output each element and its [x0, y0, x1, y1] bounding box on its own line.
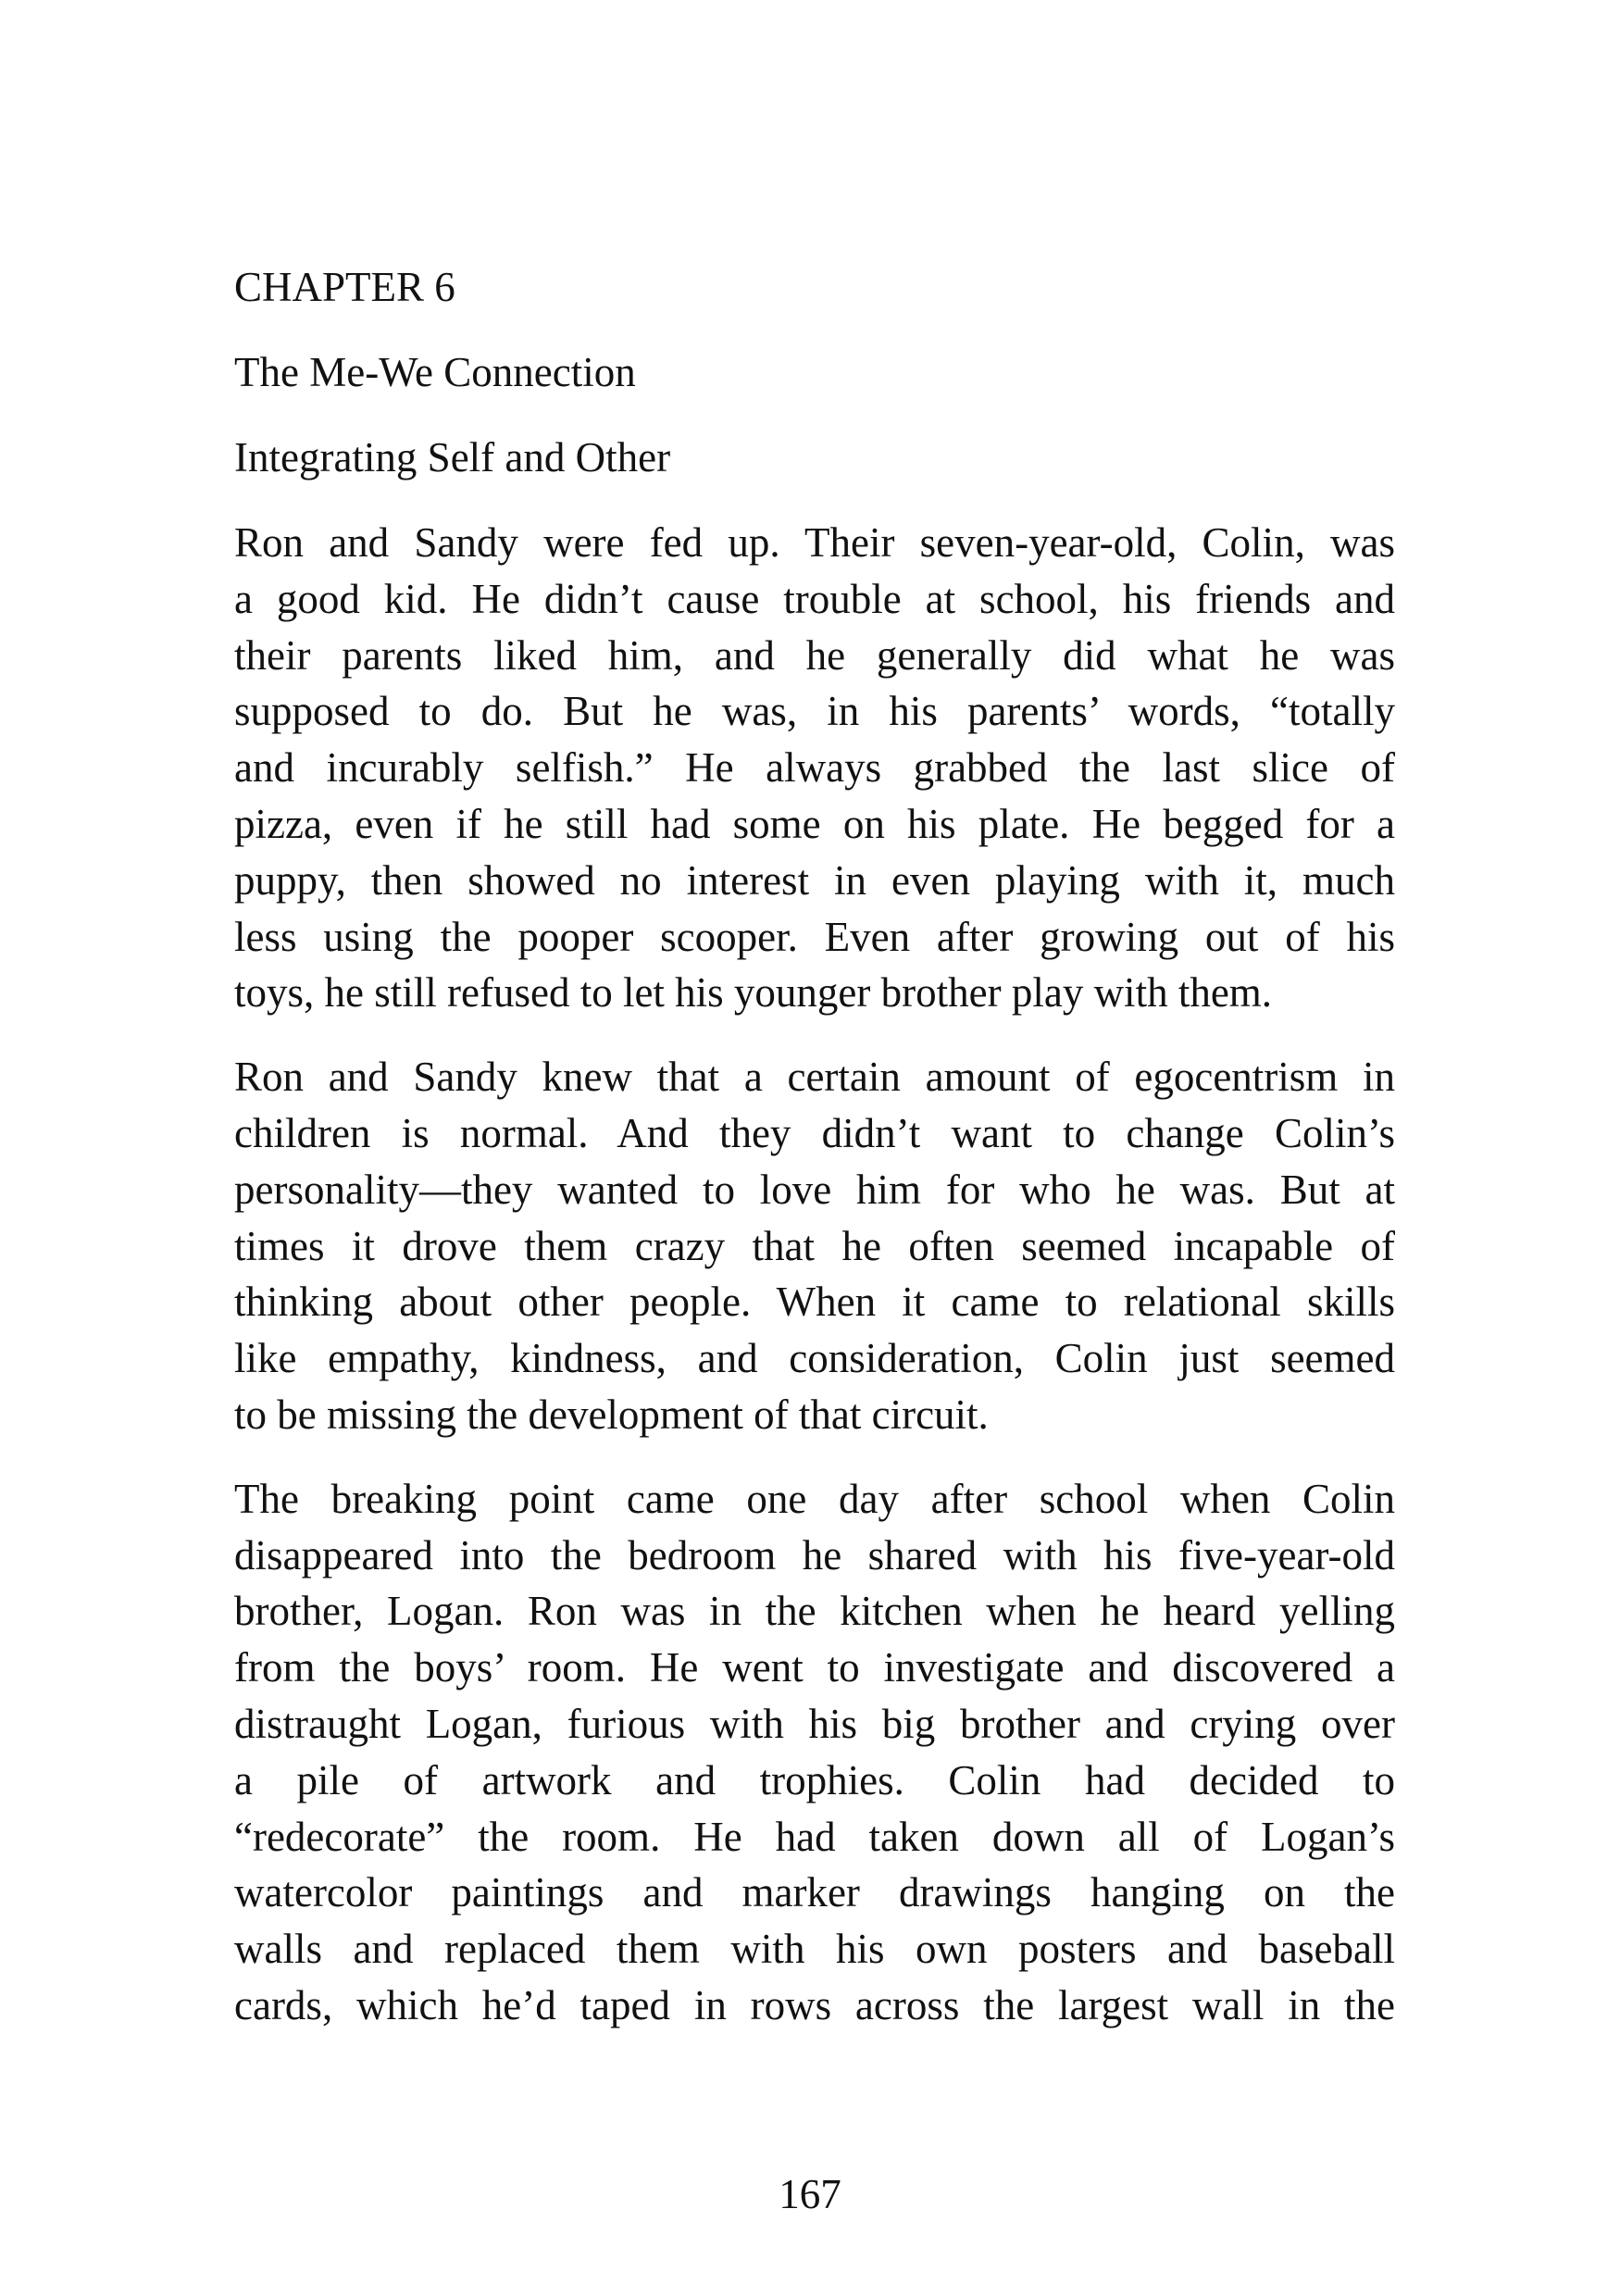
text-line: children is normal. And they didn’t want to change Colin’s [234, 1109, 1395, 1156]
text-line: watercolor paintings and marker drawings hanging on the [234, 1869, 1395, 1916]
text-line: The breaking point came one day after school when Colin [234, 1475, 1395, 1522]
paragraph [234, 1049, 1395, 1443]
text-line: distraught Logan, furious with his big brother and crying over [234, 1700, 1395, 1747]
text-line: “redecorate” the room. He had taken down all of Logan’s [234, 1813, 1395, 1860]
chapter-number: CHAPTER 6 [234, 264, 455, 310]
paragraph [234, 1471, 1395, 2034]
text-line: a good kid. He didn’t cause trouble at school, his friends and [234, 575, 1395, 622]
text-line: times it drove them crazy that he often seemed incapable of [234, 1222, 1395, 1269]
text-line: a pile of artwork and trophies. Colin had decided to [234, 1756, 1395, 1803]
text-line: walls and replaced them with his own posters and baseball [234, 1926, 1395, 1973]
text-line: from the boys’ room. He went to investigate and discovered a [234, 1644, 1395, 1691]
body-text [234, 515, 1395, 2034]
page-content [234, 259, 1395, 2062]
text-line: disappeared into the bedroom he shared with his five-year-old [234, 1531, 1395, 1578]
text-line: thinking about other people. When it came to relational skills [234, 1279, 1395, 1326]
text-line: like empathy, kindness, and consideration, Colin just seemed [234, 1335, 1395, 1382]
text-line: to be missing the development of that circuit. [234, 1391, 989, 1438]
text-line: cards, which he’d taped in rows across the largest wall in the [234, 1981, 1395, 2028]
text-line: Ron and Sandy were fed up. Their seven-year-old, Colin, was [234, 519, 1395, 566]
text-line: their parents liked him, and he generally did what he was [234, 631, 1395, 679]
page-number: 167 [779, 2171, 841, 2217]
text-line: brother, Logan. Ron was in the kitchen when he heard yelling [234, 1588, 1395, 1635]
text-line: supposed to do. But he was, in his parents’ words, “totally [234, 688, 1395, 735]
text-line: Ron and Sandy knew that a certain amount of egocentrism in [234, 1054, 1395, 1101]
text-line: and incurably selfish.” He always grabbed the last slice of [234, 744, 1395, 792]
text-line: puppy, then showed no interest in even playing with it, much [234, 856, 1395, 904]
chapter-subtitle: Integrating Self and Other [234, 434, 671, 480]
text-line: personality—they wanted to love him for who he was. But at [234, 1166, 1395, 1213]
text-line: pizza, even if he still had some on his plate. He begged for a [234, 800, 1395, 847]
text-line: toys, he still refused to let his younger brother play with them. [234, 969, 1273, 1017]
paragraph [234, 515, 1395, 1021]
text-line: less using the pooper scooper. Even after growing out of his [234, 913, 1395, 960]
chapter-title: The Me-We Connection [234, 349, 636, 395]
